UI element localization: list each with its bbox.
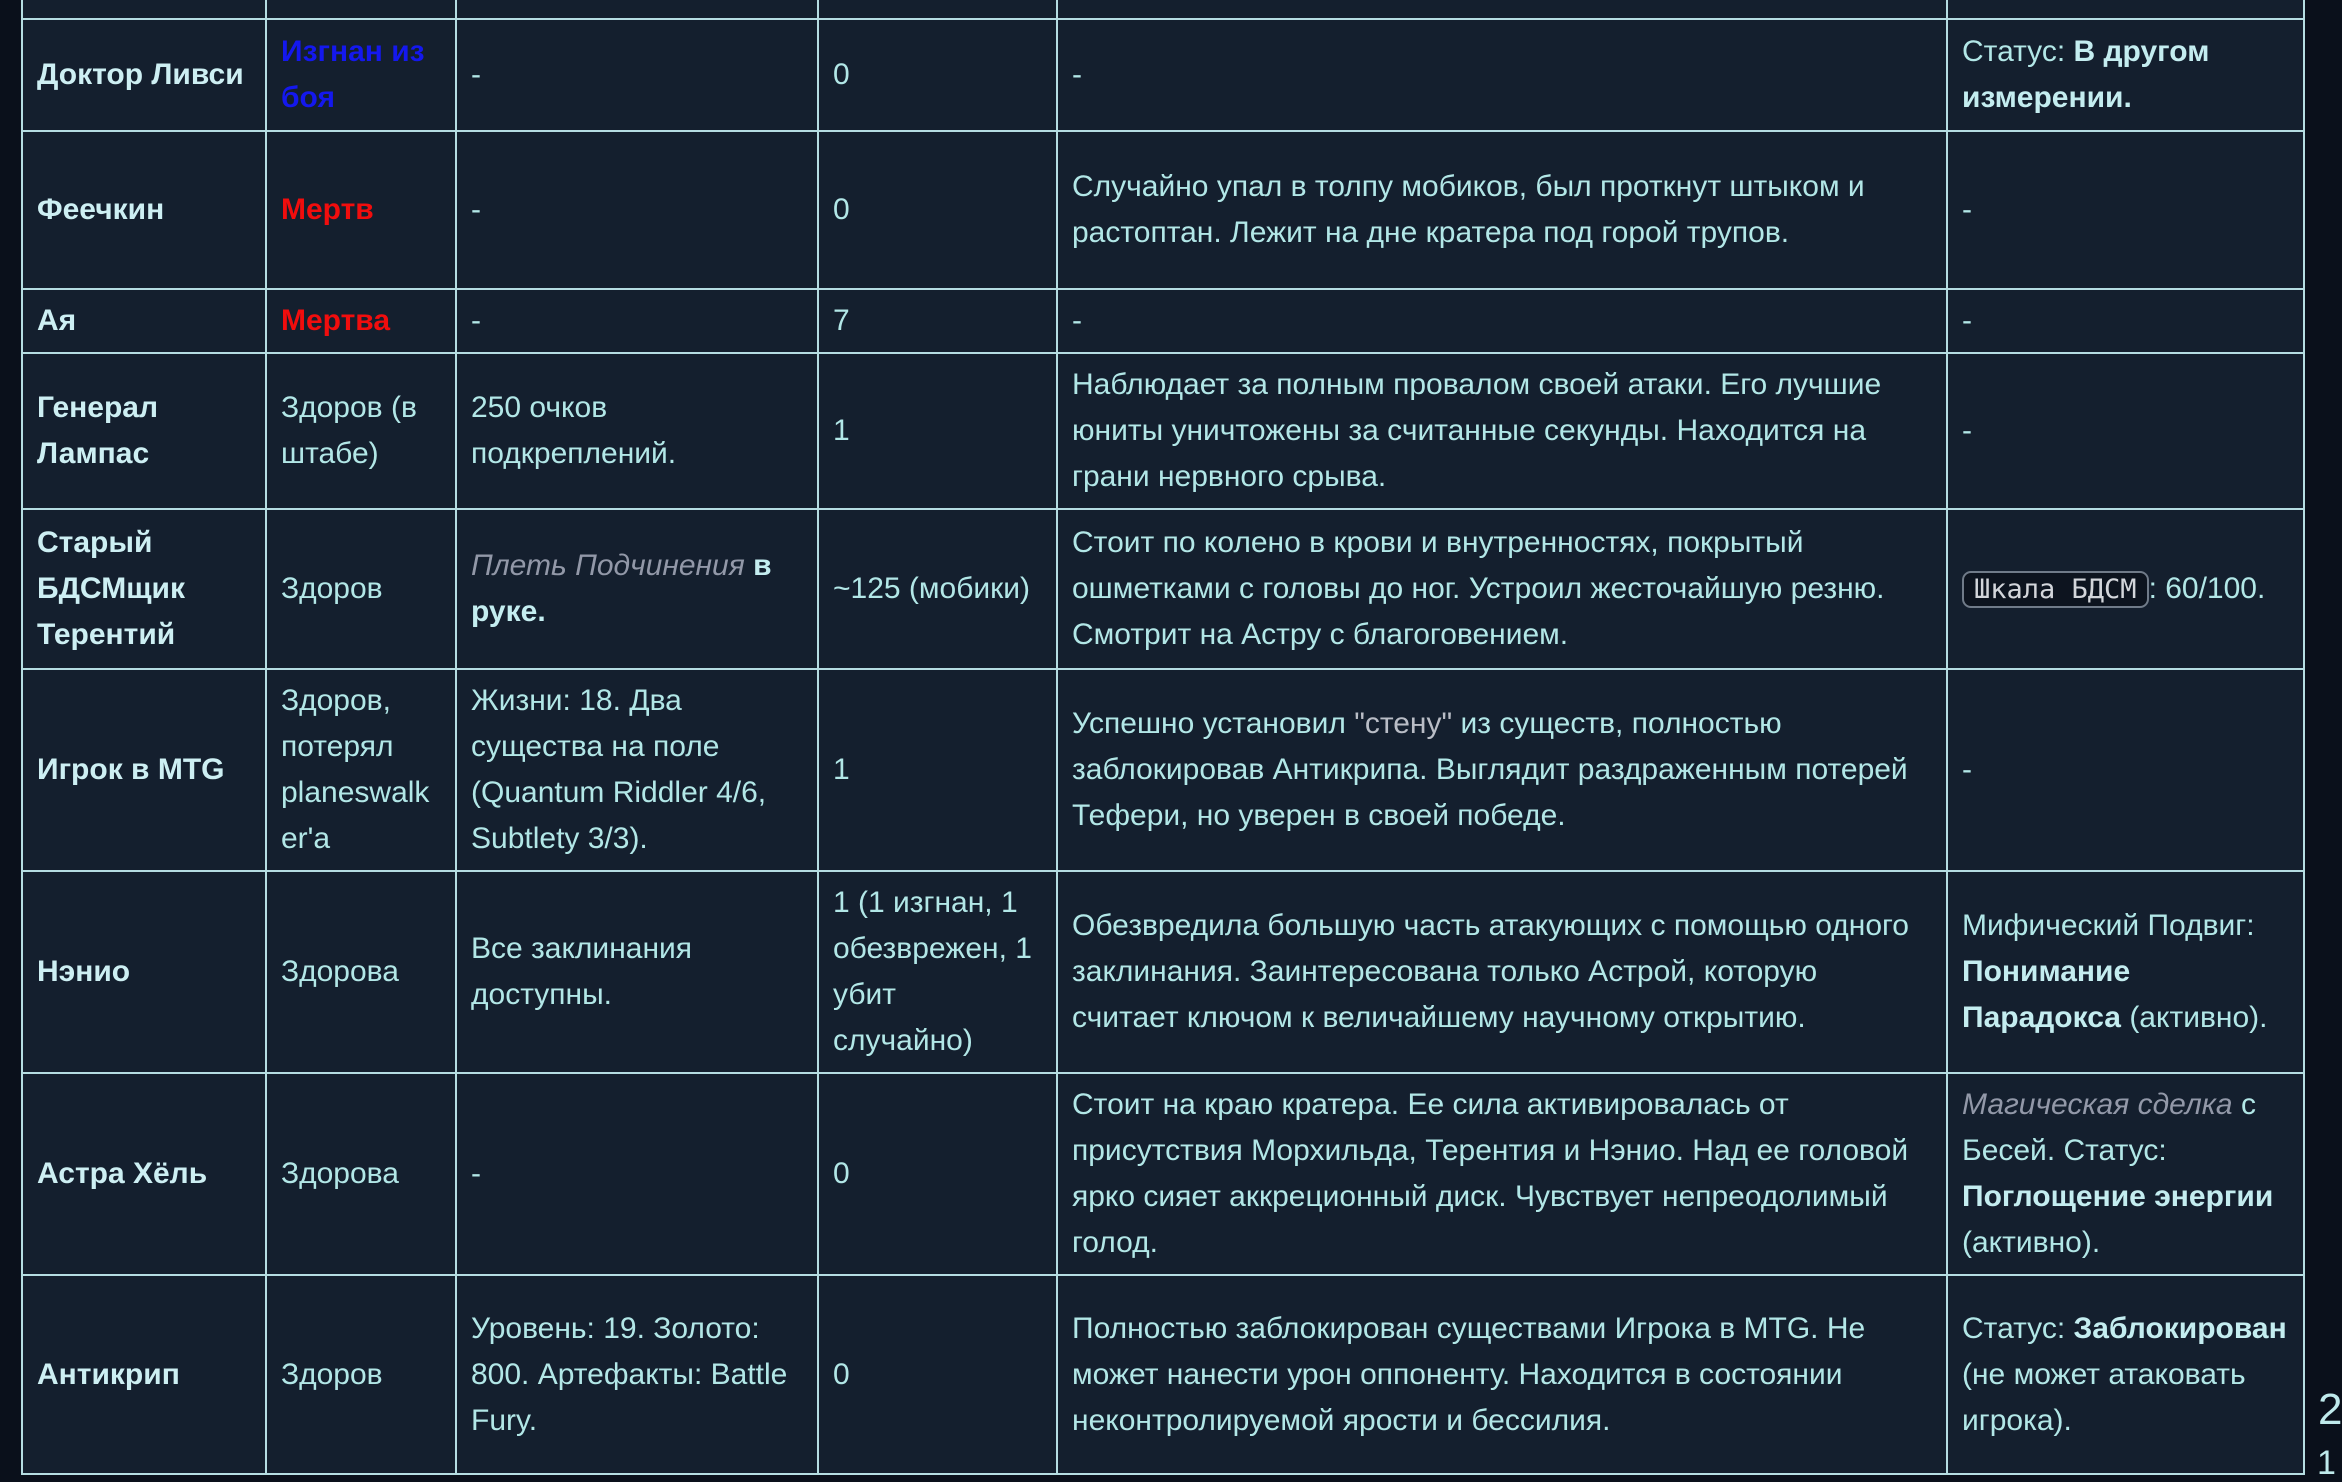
table-cell — [266, 509, 456, 669]
table-cell — [22, 131, 266, 289]
table-cell — [266, 289, 456, 353]
cell-text: 0 — [833, 1357, 850, 1391]
cell-text: Поглощение энергии — [1962, 1180, 2274, 1213]
table-cell — [1057, 289, 1947, 353]
table-cell — [456, 509, 818, 669]
cell-text: Все заклинания доступны. — [471, 932, 701, 1011]
cell-text: Успешно установил — [1072, 707, 1355, 740]
cell-text: Наблюдает за полным провалом своей атаки. Его лучшие юниты уничтожены за считанные секунды. Находится на грани нервного срыва. — [1072, 368, 1890, 493]
character-name: Нэнио — [37, 955, 131, 988]
table-cell — [266, 353, 456, 509]
cell-text: Здорова — [281, 1157, 399, 1190]
table-cell — [22, 289, 266, 353]
table-cell — [1057, 1073, 1947, 1275]
table-row — [22, 1275, 2304, 1474]
cell-text: Уровень: 19. Золото: 800. Артефакты: Battle Fury. — [471, 1311, 796, 1437]
cell-text: Заблокирован — [2073, 1311, 2287, 1345]
character-name: Ая — [37, 304, 77, 337]
table-cell — [1057, 131, 1947, 289]
cell-text: Здоров — [281, 572, 383, 605]
table-row — [22, 1073, 2304, 1275]
table-cell — [818, 1275, 1057, 1474]
cell-text: Жизни: 18. Два существа на поле (Quantum Riddler 4/6, Subtlety 3/3). — [471, 684, 775, 855]
cell-text: Магическая сделка — [1962, 1088, 2233, 1121]
character-name: Доктор Ливси — [37, 58, 244, 91]
character-name: Игрок в MTG — [37, 753, 225, 786]
cell-text: Мифический Подвиг: — [1962, 909, 2263, 942]
table-cell — [456, 669, 818, 871]
cell-text: - — [471, 1157, 481, 1190]
table-cell — [1057, 1275, 1947, 1474]
table-cell — [456, 289, 818, 353]
table-cell — [266, 871, 456, 1073]
table-cell — [1057, 669, 1947, 871]
table-cell — [818, 131, 1057, 289]
cell-text: ~125 (мобики) — [833, 572, 1031, 605]
table-cell — [456, 0, 818, 19]
status-table-body — [22, 0, 2304, 1474]
cell-text: - — [1962, 193, 1972, 226]
clipped-edge-glyph: 2 — [2318, 1385, 2342, 1434]
cell-text: (активно). — [1962, 1180, 2282, 1259]
character-name: Генерал Лампас — [37, 391, 167, 470]
table-cell — [266, 669, 456, 871]
cell-text: Плеть Подчинения — [471, 549, 745, 582]
cell-text: 250 очков подкреплений. — [471, 391, 677, 470]
cell-text: - — [1962, 414, 1972, 447]
table-row — [22, 289, 2304, 353]
cell-text: 1 — [833, 753, 850, 786]
table-row — [22, 669, 2304, 871]
table-cell — [818, 19, 1057, 131]
cell-text: из существ, полностью заблокировав Антикрипа. Выглядит раздраженным потерей Тефери, но уверен в своей победе. — [1072, 707, 1917, 832]
table-row — [22, 353, 2304, 509]
cell-text: Стоит на краю кратера. Ее сила активировалась от присутствия Морхильда, Терентия и Нэнио. Над ее головой ярко сияет аккреционный диск. Чувствует непреодолимый голод. — [1072, 1088, 1917, 1259]
clipped-page-number: 1 — [2317, 1444, 2336, 1482]
table-cell — [1057, 353, 1947, 509]
cell-text: Понимание Парадокса — [1962, 955, 2139, 1034]
status-table — [21, 0, 2305, 1475]
table-row — [22, 509, 2304, 669]
cell-text: Статус: — [1962, 35, 2074, 68]
table-cell — [1947, 131, 2304, 289]
cell-text: (активно). — [2120, 1001, 2268, 1034]
table-row — [22, 871, 2304, 1073]
cell-text: "стену" — [1354, 707, 1453, 740]
table-cell — [22, 19, 266, 131]
table-cell — [1057, 509, 1947, 669]
table-cell — [818, 669, 1057, 871]
table-cell — [22, 1275, 266, 1474]
table-cell — [22, 871, 266, 1073]
cell-text: 1 — [833, 414, 850, 447]
table-cell — [1947, 1073, 2304, 1275]
cell-text: с Бесей. Статус: — [1962, 1088, 2265, 1167]
cell-text: 1 (1 изгнан, 1 обезврежен, 1 убит случайно) — [833, 886, 1041, 1057]
cell-text: - — [1072, 58, 1082, 91]
table-cell — [266, 0, 456, 19]
cell-text: - — [1962, 304, 1972, 337]
character-name: Антикрип — [37, 1357, 180, 1391]
character-name: Астра Хёль — [37, 1157, 208, 1190]
character-name: Старый БДСМщик Терентий — [37, 526, 194, 651]
table-row — [22, 19, 2304, 131]
cell-text: 0 — [833, 193, 850, 226]
cell-text: В другом измерении. — [1962, 35, 2218, 114]
cell-text: Изгнан из боя — [281, 35, 433, 114]
table-cell — [1947, 289, 2304, 353]
table-cell — [818, 289, 1057, 353]
table-cell — [1947, 1275, 2304, 1474]
cell-text: - — [471, 304, 481, 337]
cell-text: 0 — [833, 58, 850, 91]
table-cell — [456, 353, 818, 509]
table-cell — [1057, 871, 1947, 1073]
cell-text: Мертв — [281, 193, 374, 226]
cell-text: Здоров (в штабе) — [281, 391, 426, 470]
character-name: Феечкин — [37, 193, 165, 226]
cell-text: Случайно упал в толпу мобиков, был проткнут штыком и растоптан. Лежит на дне кратера под горой трупов. — [1072, 170, 1874, 249]
table-cell — [1947, 19, 2304, 131]
cell-text: в руке. — [471, 549, 780, 628]
table-cell — [818, 871, 1057, 1073]
cell-text: 0 — [833, 1157, 850, 1190]
table-cell — [1947, 0, 2304, 19]
cell-text: (не может атаковать игрока). — [1962, 1311, 2296, 1437]
cell-text: : 60/100. — [2148, 571, 2266, 605]
cell-text: Полностью заблокирован существами Игрока в MTG. Не может нанести урон оппоненту. Находится в состоянии неконтролируемой ярости и бессилия. — [1072, 1311, 1874, 1437]
cell-text: Шкала БДСМ — [1962, 571, 2149, 608]
table-cell — [1947, 509, 2304, 669]
table-cell — [22, 353, 266, 509]
table-cell — [1057, 0, 1947, 19]
table-cell — [456, 1073, 818, 1275]
table-cell — [818, 1073, 1057, 1275]
cell-text: - — [471, 193, 481, 226]
table-cell — [456, 131, 818, 289]
cell-text: Мертва — [281, 304, 391, 337]
cell-text: - — [471, 58, 481, 91]
table-cell — [266, 1275, 456, 1474]
table-cell — [818, 353, 1057, 509]
status-table-container — [21, 0, 2305, 1475]
table-cell — [1057, 19, 1947, 131]
cell-text: - — [1962, 753, 1972, 786]
cell-text: Здорова — [281, 955, 399, 988]
cell-text: 7 — [833, 304, 850, 337]
table-cell — [818, 509, 1057, 669]
table-cell — [266, 131, 456, 289]
table-row — [22, 0, 2304, 19]
cell-text: Здоров — [281, 1357, 383, 1391]
table-cell — [1947, 871, 2304, 1073]
table-cell — [22, 1073, 266, 1275]
table-cell — [266, 19, 456, 131]
table-cell — [1947, 353, 2304, 509]
table-cell — [22, 0, 266, 19]
table-cell — [1947, 669, 2304, 871]
table-cell — [456, 871, 818, 1073]
table-cell — [818, 0, 1057, 19]
table-cell — [22, 509, 266, 669]
cell-text: Обезвредила большую часть атакующих с помощью одного заклинания. Заинтересована только Астрой, которую считает ключом к величайшему научному открытию. — [1072, 909, 1918, 1034]
table-row — [22, 131, 2304, 289]
table-cell — [266, 1073, 456, 1275]
table-cell — [456, 19, 818, 131]
table-cell — [456, 1275, 818, 1474]
cell-text: - — [1072, 304, 1082, 337]
cell-text: Статус: — [1962, 1311, 2074, 1345]
table-cell — [22, 669, 266, 871]
cell-text: Здоров, потерял planeswalker'a — [281, 684, 430, 855]
cell-text: Стоит по колено в крови и внутренностях, покрытый ошметками с головы до ног. Устроил жесточайшую резню. Смотрит на Астру с благоговением. — [1072, 526, 1893, 651]
